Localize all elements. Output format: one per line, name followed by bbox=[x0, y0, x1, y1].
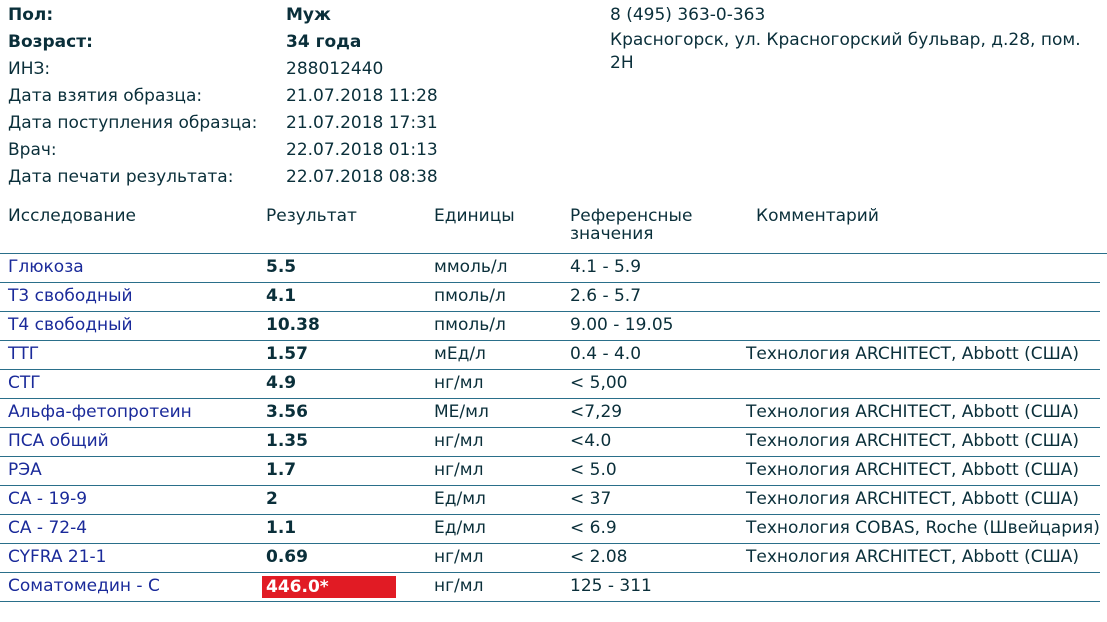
reference-range: 9.00 - 19.05 bbox=[570, 315, 674, 335]
field-value: 34 года bbox=[286, 32, 362, 52]
column-header-comment: Комментарий bbox=[756, 206, 879, 226]
result-value: 1.1 bbox=[266, 518, 297, 538]
field-label: Пол: bbox=[8, 5, 54, 25]
result-comment: Технология COBAS, Roche (Швейцария) bbox=[746, 518, 1100, 538]
field-value: 21.07.2018 17:31 bbox=[286, 113, 438, 133]
field-label: Дата печати результата: bbox=[8, 167, 234, 187]
reference-range: <7,29 bbox=[570, 402, 623, 422]
test-name: Соматомедин - С bbox=[8, 576, 160, 596]
result-comment: Технология ARCHITECT, Abbott (США) bbox=[746, 489, 1080, 509]
test-name: Глюкоза bbox=[8, 257, 84, 277]
field-value: 288012440 bbox=[286, 59, 384, 79]
result-comment: Технология ARCHITECT, Abbott (США) bbox=[746, 547, 1080, 567]
result-comment: Технология ARCHITECT, Abbott (США) bbox=[746, 460, 1080, 480]
table-row bbox=[0, 399, 1100, 428]
column-header-units: Единицы bbox=[434, 206, 515, 226]
patient-header bbox=[8, 2, 1103, 202]
field-label: Возраст: bbox=[8, 32, 93, 52]
test-name: CYFRA 21-1 bbox=[8, 547, 107, 567]
test-name: Т3 свободный bbox=[8, 286, 133, 306]
result-units: ммоль/л bbox=[434, 257, 508, 277]
reference-range: 125 - 311 bbox=[570, 576, 652, 596]
field-value: 22.07.2018 01:13 bbox=[286, 140, 438, 160]
reference-range: 2.6 - 5.7 bbox=[570, 286, 642, 306]
reference-range: < 6.9 bbox=[570, 518, 617, 538]
reference-range: < 2.08 bbox=[570, 547, 628, 567]
result-value: 5.5 bbox=[266, 257, 297, 277]
table-row bbox=[0, 544, 1100, 573]
result-value: 10.38 bbox=[266, 315, 320, 335]
result-value: 3.56 bbox=[266, 402, 308, 422]
result-value: 1.35 bbox=[266, 431, 308, 451]
result-value: 1.7 bbox=[266, 460, 297, 480]
result-units: Ед/мл bbox=[434, 518, 486, 538]
result-units: пмоль/л bbox=[434, 315, 506, 335]
lab-contact bbox=[610, 2, 1100, 75]
test-name: Т4 свободный bbox=[8, 315, 133, 335]
column-header-reference: Референсные значения bbox=[570, 206, 693, 244]
test-name: СА - 19-9 bbox=[8, 489, 88, 509]
result-comment: Технология ARCHITECT, Abbott (США) bbox=[746, 402, 1080, 422]
table-row bbox=[0, 428, 1100, 457]
table-row bbox=[0, 370, 1100, 399]
lab-address: Красногорск, ул. Красногорский бульвар, д.28, пом. 2Н bbox=[610, 30, 1081, 73]
result-units: нг/мл bbox=[434, 547, 484, 567]
result-value-flagged: 446.0* bbox=[262, 576, 396, 598]
table-row bbox=[0, 457, 1100, 486]
result-units: Ед/мл bbox=[434, 489, 486, 509]
test-name: Альфа-фетопротеин bbox=[8, 402, 192, 422]
table-row bbox=[0, 486, 1100, 515]
test-name: ПСА общий bbox=[8, 431, 109, 451]
field-label: Дата поступления образца: bbox=[8, 113, 258, 133]
result-units: нг/мл bbox=[434, 431, 484, 451]
result-units: пмоль/л bbox=[434, 286, 506, 306]
column-header-result: Результат bbox=[266, 206, 357, 226]
reference-range: < 5.0 bbox=[570, 460, 617, 480]
result-value: 4.1 bbox=[266, 286, 297, 306]
result-value: 1.57 bbox=[266, 344, 308, 364]
result-value: 4.9 bbox=[266, 373, 297, 393]
test-name: ТТГ bbox=[8, 344, 40, 364]
lab-phone: 8 (495) 363-0-363 bbox=[610, 5, 766, 25]
result-units: МЕ/мл bbox=[434, 402, 489, 422]
result-comment: Технология ARCHITECT, Abbott (США) bbox=[746, 344, 1080, 364]
test-name: СА - 72-4 bbox=[8, 518, 88, 538]
test-name: РЭА bbox=[8, 460, 42, 480]
table-row bbox=[0, 254, 1100, 283]
result-units: нг/мл bbox=[434, 576, 484, 596]
table-row bbox=[0, 341, 1100, 370]
field-label: Дата взятия образца: bbox=[8, 86, 203, 106]
field-value: 22.07.2018 08:38 bbox=[286, 167, 438, 187]
reference-range: 4.1 - 5.9 bbox=[570, 257, 642, 277]
reference-range: <4.0 bbox=[570, 431, 612, 451]
results-table-header bbox=[0, 205, 1107, 254]
test-name: СТГ bbox=[8, 373, 41, 393]
result-comment: Технология ARCHITECT, Abbott (США) bbox=[746, 431, 1080, 451]
reference-range: < 5,00 bbox=[570, 373, 628, 393]
reference-range: < 37 bbox=[570, 489, 612, 509]
field-label: ИНЗ: bbox=[8, 59, 51, 79]
result-units: нг/мл bbox=[434, 373, 484, 393]
result-units: нг/мл bbox=[434, 460, 484, 480]
table-row bbox=[0, 515, 1100, 544]
field-value: 21.07.2018 11:28 bbox=[286, 86, 438, 106]
result-value: 0.69 bbox=[266, 547, 308, 567]
result-units: мЕд/л bbox=[434, 344, 486, 364]
table-row bbox=[0, 573, 1100, 602]
column-header-test: Исследование bbox=[8, 206, 136, 226]
field-label: Врач: bbox=[8, 140, 57, 160]
field-value: Муж bbox=[286, 5, 331, 25]
table-row bbox=[0, 312, 1100, 341]
results-table-body bbox=[0, 254, 1107, 602]
reference-range: 0.4 - 4.0 bbox=[570, 344, 642, 364]
result-value: 2 bbox=[266, 489, 278, 509]
table-row bbox=[0, 283, 1100, 312]
